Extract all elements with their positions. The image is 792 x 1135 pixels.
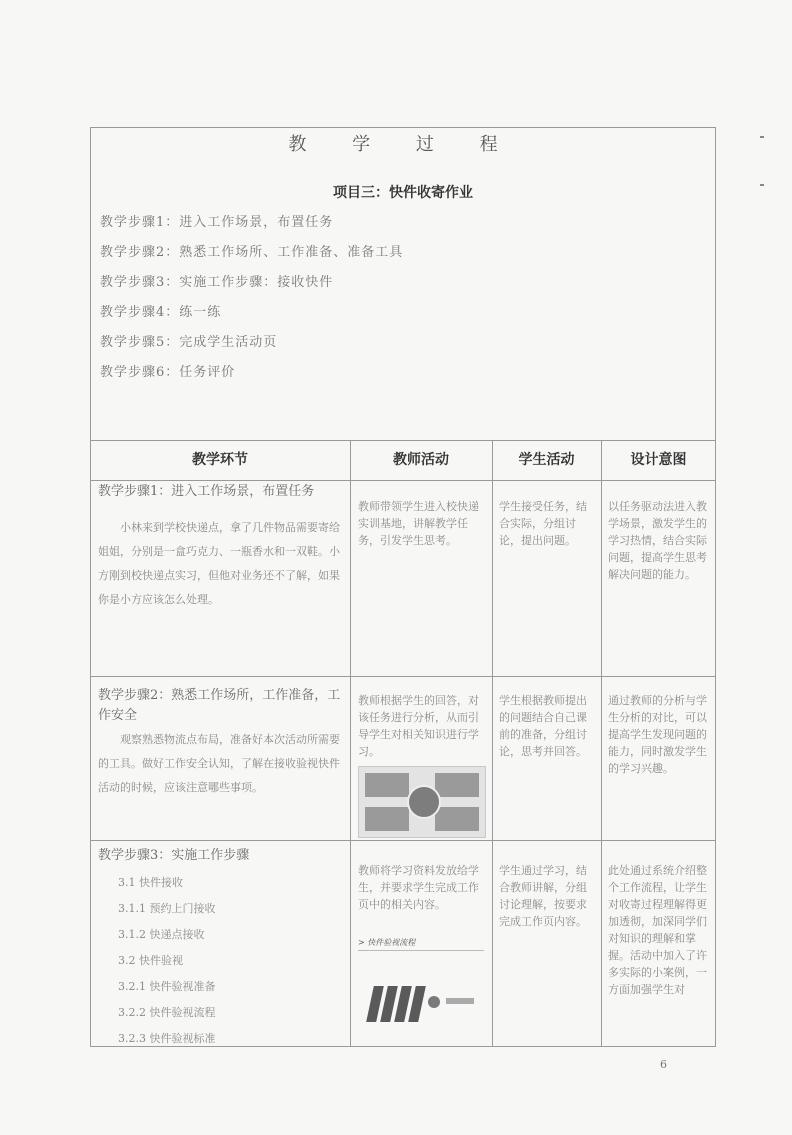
- student-activity: 学生接受任务，结合实际，分组讨论，提出问题。: [499, 500, 587, 547]
- step-item: 教学步骤4：练一练: [100, 305, 222, 320]
- row-divider: [90, 676, 716, 677]
- scan-mark: [760, 184, 764, 186]
- sub-step-item: 3.2 快件验视: [118, 954, 183, 967]
- design-intent: 以任务驱动法进入教学场景，激发学生的学习热情，结合实际问题，提高学生思考解决问题的能力。: [608, 500, 707, 581]
- table-row-2-stage: [98, 686, 344, 800]
- design-intent: 通过教师的分析与学生分析的对比，可以提高学生发现问题的能力，同时激发学生的学习兴趣。: [608, 694, 707, 775]
- step-list: [100, 208, 403, 388]
- column-header-intent: 设计意图: [630, 452, 687, 468]
- diagram-block: [365, 807, 409, 831]
- diagram-block: [435, 807, 479, 831]
- inspection-flow-image: [362, 978, 482, 1028]
- teacher-activity: 教师将学习资料发放给学生，并要求学生完成工作页中的相关内容。: [358, 864, 479, 911]
- sub-step-item: 3.2.1 快件验视准备: [118, 980, 216, 993]
- student-activity: 学生通过学习，结合教师讲解，分组讨论理解，按要求完成工作页内容。: [499, 864, 587, 928]
- step-item: 教学步骤3：实施工作步骤：接收快件: [100, 275, 334, 290]
- header-bottom-rule: [90, 480, 716, 481]
- teacher-activity: 教师带领学生进入校快递实训基地，讲解教学任务，引发学生思考。: [358, 500, 479, 547]
- step-item: 教学步骤2：熟悉工作场所、工作准备、准备工具: [100, 245, 404, 260]
- table-row-3-stage: [98, 846, 344, 1052]
- page-title: 教 学 过 程: [288, 134, 518, 155]
- stage-title: 教学步骤2：熟悉工作场所，工作准备，工作安全: [98, 688, 341, 723]
- step-item: 教学步骤5：完成学生活动页: [100, 335, 278, 350]
- teacher-activity: 教师根据学生的回答，对该任务进行分析，从而引导学生对相关知识进行学习。: [358, 694, 479, 758]
- student-activity: 学生根据教师提出的问题结合自己课前的准备，分组讨论，思考并回答。: [499, 694, 587, 758]
- diagram-center-circle: [407, 785, 441, 819]
- step-item: 教学步骤1：进入工作场景，布置任务: [100, 215, 334, 230]
- scan-mark: [760, 136, 764, 138]
- flow-end-dot: [428, 996, 440, 1008]
- diagram-block: [435, 773, 479, 797]
- diagram-block: [365, 773, 409, 797]
- column-divider: [350, 440, 351, 1047]
- knowledge-diagram-image: [358, 766, 486, 838]
- flow-figure-rule: [358, 950, 484, 951]
- stage-title: 教学步骤1：进入工作场景，布置任务: [98, 484, 315, 499]
- step-item: 教学步骤6：任务评价: [100, 365, 236, 380]
- design-intent: 此处通过系统介绍整个工作流程，让学生对收寄过程理解得更加透彻，加深同学们对知识的理解和掌握。活动中加入了许多实际的小案例，一方面加强学生对: [608, 864, 707, 996]
- flow-label-placeholder: [446, 998, 474, 1004]
- column-header-teacher: 教师活动: [393, 452, 449, 468]
- project-title: 项目三：快件收寄作业: [333, 185, 473, 201]
- sub-step-item: 3.1.1 预约上门接收: [118, 902, 216, 915]
- sub-step-item: 3.1 快件接收: [118, 876, 183, 889]
- stage-description: 观察熟悉物流点布局，准备好本次活动所需要的工具。做好工作安全认知，了解在接收验视快件活动的时候，应该注意哪些事项。: [98, 733, 340, 794]
- flow-figure-caption: > 快件验视流程: [358, 938, 416, 947]
- sub-step-list: [98, 870, 344, 1052]
- sub-step-item: 3.1.2 快递点接收: [118, 928, 205, 941]
- row-divider: [90, 840, 716, 841]
- stage-scenario: 小林来到学校快递点，拿了几件物品需要寄给姐姐，分别是一盒巧克力、一瓶香水和一双鞋。小方刚到校快递点实习，但他对业务还不了解，如果你是小方应该怎么处理。: [98, 521, 340, 606]
- page-number: 6: [660, 1058, 667, 1071]
- column-divider: [601, 440, 602, 1047]
- column-header-stage: 教学环节: [192, 452, 248, 468]
- sub-step-item: 3.2.2 快件验视流程: [118, 1006, 216, 1019]
- column-header-student: 学生活动: [518, 452, 575, 468]
- column-divider: [492, 440, 493, 1047]
- sub-step-item: 3.2.3 快件验视标准: [118, 1032, 216, 1045]
- stage-title: 教学步骤3：实施工作步骤: [98, 848, 250, 863]
- flow-step-bar: [408, 986, 426, 1022]
- table-row-1-stage: [98, 482, 344, 612]
